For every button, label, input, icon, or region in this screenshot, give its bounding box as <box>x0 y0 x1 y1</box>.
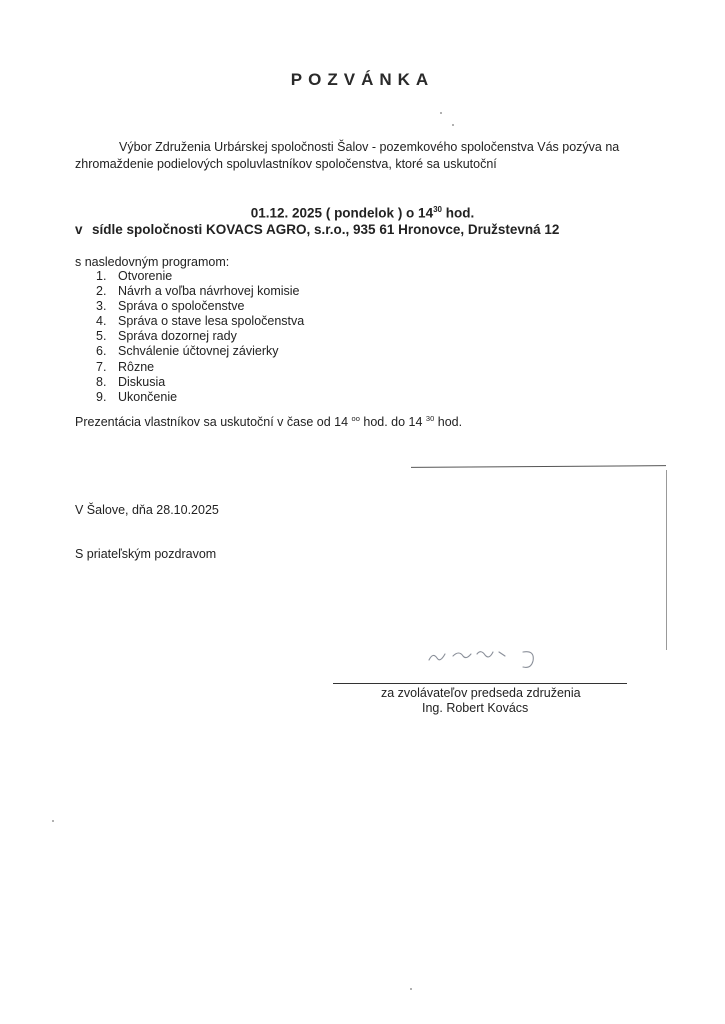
agenda-item-text: Otvorenie <box>118 269 173 283</box>
intro-line-1: Výbor Združenia Urbárskej spoločnosti Šalov - pozemkového spoločenstva Vás pozýva na <box>119 140 620 154</box>
agenda-item <box>96 284 304 299</box>
agenda-item-text: Schválenie účtovnej závierky <box>118 344 279 359</box>
agenda-item-number: 9. <box>96 389 107 404</box>
intro-line-2: zhromaždenie podielových spoluvlastníkov spoločenstva, ktoré sa uskutoční <box>75 157 497 171</box>
agenda-item <box>96 314 304 329</box>
venue-prefix: v <box>75 222 83 237</box>
agenda-list <box>96 269 304 405</box>
agenda-item-text: Správa o spoločenstve <box>118 299 245 314</box>
agenda-item-number: 4. <box>96 314 107 329</box>
agenda-item-text: Rôzne <box>118 359 155 374</box>
presentation-prefix: Prezentácia vlastníkov sa uskutoční v čase od 14 <box>75 415 352 430</box>
agenda-item-number: 1. <box>96 269 107 283</box>
presentation-suffix: hod. <box>434 415 463 430</box>
agenda-item <box>96 360 304 375</box>
agenda-item-text: Ukončenie <box>118 389 178 404</box>
agenda-item-text: Návrh a voľba návrhovej komisie <box>118 284 300 299</box>
agenda-item-number: 5. <box>96 329 107 344</box>
agenda-item <box>96 390 304 405</box>
document-title: POZVÁNKA <box>290 70 435 89</box>
agenda-item-text: Správa o stave lesa spoločenstva <box>118 314 305 329</box>
agenda-item-number: 6. <box>96 344 107 359</box>
scan-speck <box>410 988 412 990</box>
meeting-date-suffix: hod. <box>441 205 475 221</box>
presentation-sup-end: 30 <box>425 414 435 423</box>
agenda-item <box>96 329 304 344</box>
program-intro: s nasledovným programom: <box>75 255 230 269</box>
scan-speck <box>452 124 454 126</box>
scan-speck <box>440 112 442 114</box>
presentation-time <box>75 414 462 429</box>
agenda-item-number: 8. <box>96 374 107 389</box>
agenda-item <box>96 375 304 390</box>
presentation-middle: hod. do 14 <box>359 415 426 430</box>
agenda-item <box>96 269 304 284</box>
signature-role: za zvolávateľov predseda združenia <box>381 686 581 700</box>
meeting-date <box>0 205 725 221</box>
meeting-venue: sídle spoločnosti KOVACS AGRO, s.r.o., 935 61 Hronovce, Družstevná 12 <box>92 222 560 237</box>
agenda-item-number: 7. <box>96 359 107 374</box>
agenda-item <box>96 299 304 314</box>
agenda-item-number: 3. <box>96 299 107 314</box>
meeting-time-minutes: 30 <box>433 205 442 214</box>
signature-line <box>333 683 627 684</box>
stamp-area-top-line <box>411 465 666 468</box>
scan-speck <box>52 820 54 822</box>
place-and-date: V Šalove, dňa 28.10.2025 <box>75 503 219 517</box>
agenda-item-text: Diskusia <box>118 374 166 389</box>
presentation-sup-start: oo <box>351 414 360 423</box>
signatory-name: Ing. Robert Kovács <box>422 701 529 715</box>
agenda-item-number: 2. <box>96 284 107 299</box>
meeting-date-text: 01.12. 2025 ( pondelok ) o 14 <box>250 205 434 221</box>
agenda-item <box>96 344 304 359</box>
handwritten-signature <box>425 640 555 672</box>
greeting: S priateľským pozdravom <box>75 547 217 561</box>
agenda-item-text: Správa dozornej rady <box>118 329 237 344</box>
stamp-area <box>411 470 667 650</box>
